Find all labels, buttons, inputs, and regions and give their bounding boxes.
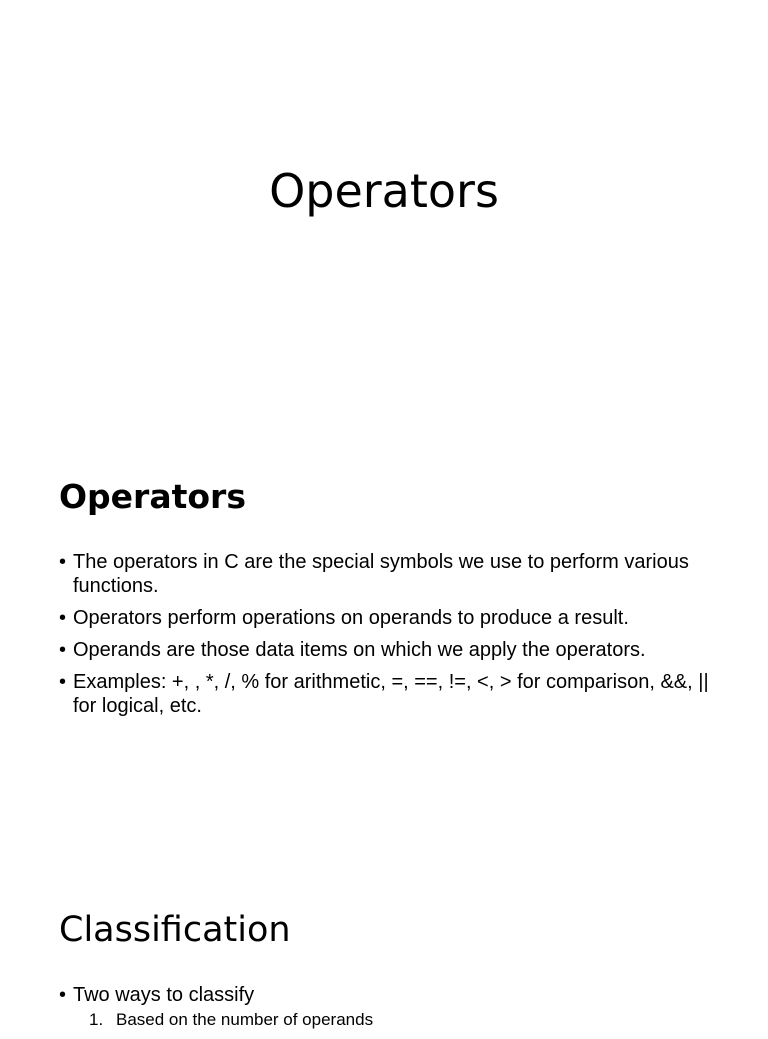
bullet-text: Two ways to classify xyxy=(73,984,255,1006)
classification-sublist xyxy=(73,1009,719,1031)
bullet-item xyxy=(59,550,719,598)
bullet-dot-icon: • xyxy=(59,639,67,661)
bullet-text: Operands are those data items on which we apply the operators. xyxy=(73,639,646,661)
operators-bullet-list xyxy=(59,550,719,726)
bullet-dot-icon: • xyxy=(59,551,67,573)
bullet-text: The operators in C are the special symbols we use to perform various functions. xyxy=(73,551,689,597)
bullet-item xyxy=(59,670,719,718)
bullet-dot-icon: • xyxy=(59,984,67,1006)
item-number: 1. xyxy=(89,1010,104,1029)
section-heading-operators: Operators xyxy=(59,477,246,516)
bullet-text: Examples: +, , *, /, % for arithmetic, =, ==, !=, <, > for comparison, &&, || for logical, etc. xyxy=(73,671,709,717)
bullet-text: Operators perform operations on operands to produce a result. xyxy=(73,607,629,629)
bullet-dot-icon: • xyxy=(59,607,67,629)
numbered-item-text: Based on the number of operands xyxy=(116,1010,374,1029)
numbered-item xyxy=(73,1009,719,1031)
bullet-dot-icon: • xyxy=(59,671,67,693)
bullet-item xyxy=(59,638,719,662)
slide-title-operators: Operators xyxy=(269,164,499,218)
bullet-item xyxy=(59,606,719,630)
classification-bullet-list xyxy=(59,983,719,1039)
section-heading-classification: Classification xyxy=(59,910,291,950)
